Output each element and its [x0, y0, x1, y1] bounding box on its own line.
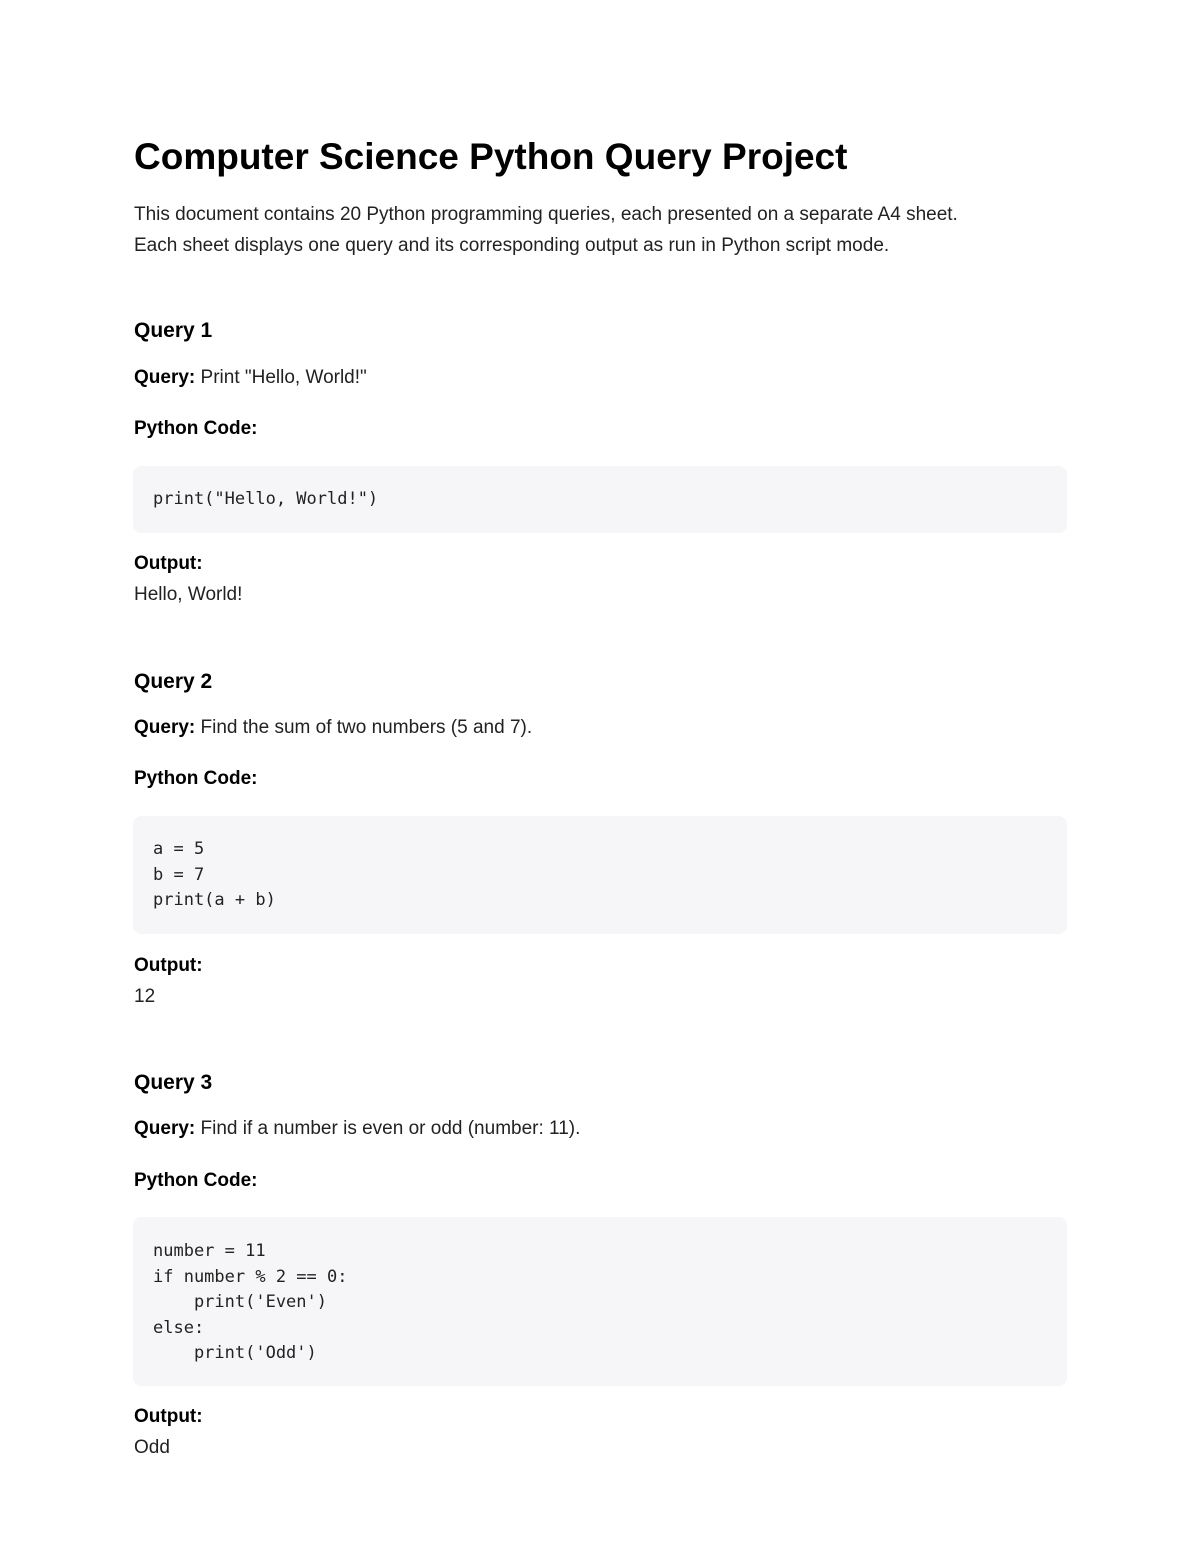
query-2-text: Find the sum of two numbers (5 and 7). [200, 717, 533, 738]
query-1-output: Hello, World! [134, 584, 243, 605]
intro-line: Each sheet displays one query and its corresponding output as run in Python script mode. [134, 235, 890, 256]
query-3-code: number = 11 if number % 2 == 0: print('Even') else: print('Odd') [153, 1241, 348, 1363]
query-2-code-label: Python Code: [134, 768, 258, 789]
intro-line: This document contains 20 Python programming queries, each presented on a separate A4 sheet. [134, 204, 958, 225]
query-2-output: 12 [134, 986, 156, 1007]
query-label: Query: [134, 367, 196, 388]
query-2-code: a = 5 b = 7 print(a + b) [153, 839, 276, 910]
query-2-code-block [133, 816, 1067, 934]
query-3-code-label: Python Code: [134, 1170, 258, 1191]
query-2-description [134, 715, 532, 741]
query-1-text: Print "Hello, World!" [200, 367, 367, 388]
query-3-output-label: Output: [134, 1406, 203, 1427]
query-3-output: Odd [134, 1437, 170, 1458]
query-label: Query: [134, 717, 196, 738]
query-1-code: print("Hello, World!") [153, 489, 379, 509]
document-intro [134, 199, 1067, 261]
query-1-heading: Query 1 [134, 319, 213, 342]
query-1-code-block [133, 466, 1067, 533]
query-1-code-label: Python Code: [134, 418, 258, 439]
query-3-text: Find if a number is even or odd (number: 11). [200, 1118, 581, 1139]
query-3-description [134, 1116, 580, 1142]
query-2-heading: Query 2 [134, 670, 213, 693]
query-1-description [134, 365, 367, 391]
query-3-code-block [133, 1217, 1067, 1386]
query-3-heading: Query 3 [134, 1071, 213, 1094]
query-1-output-label: Output: [134, 553, 203, 574]
document-title: Computer Science Python Query Project [134, 136, 848, 177]
query-label: Query: [134, 1118, 196, 1139]
query-2-output-label: Output: [134, 955, 203, 976]
